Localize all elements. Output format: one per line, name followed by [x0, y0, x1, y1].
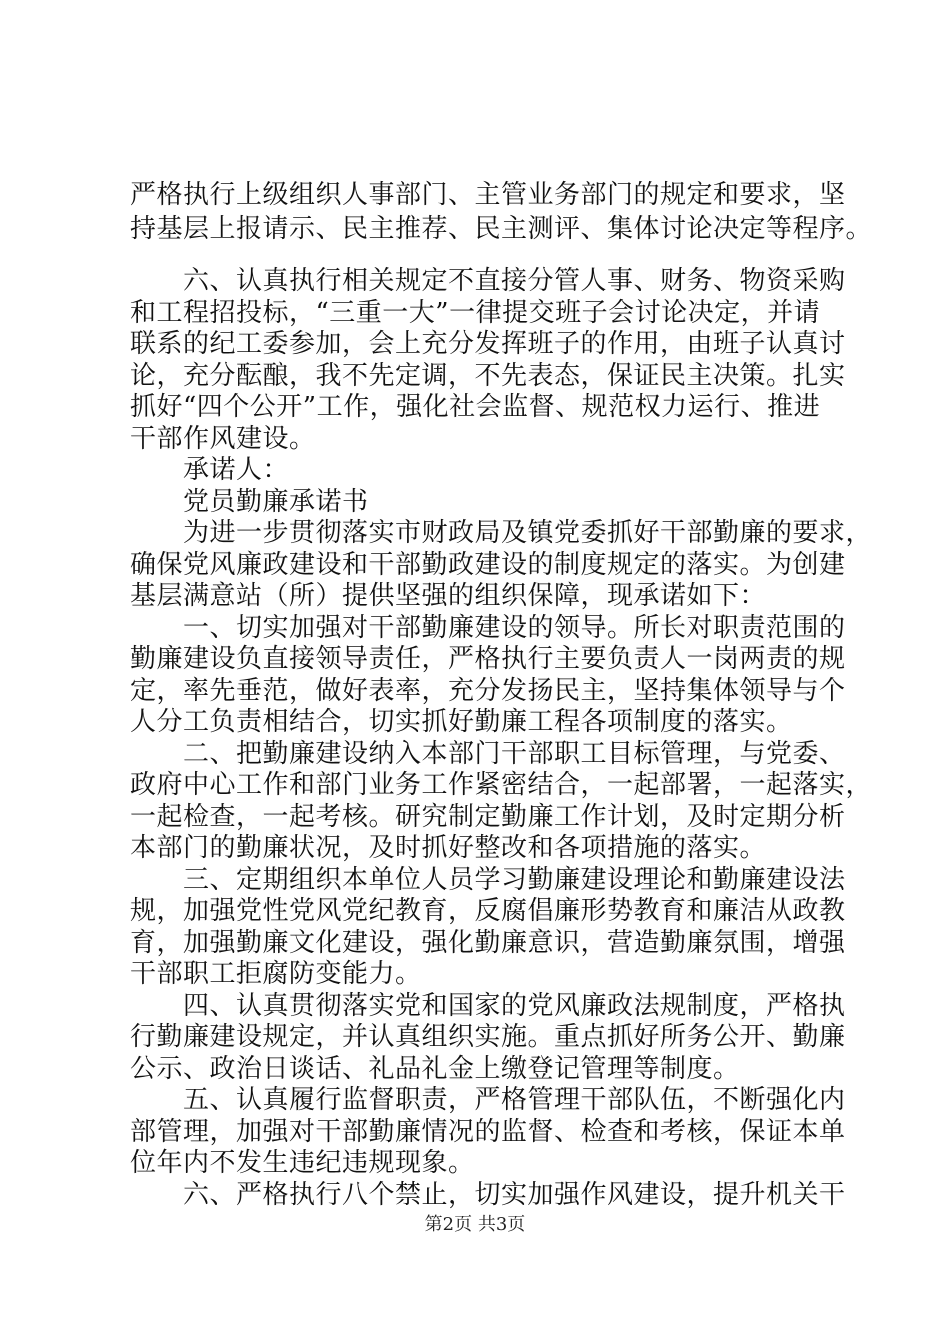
text-line: 基层满意站（所）提供坚强的组织保障，现承诺如下： — [130, 581, 767, 611]
text-line: 三、定期组织本单位人员学习勤廉建设理论和勤廉建设法 — [130, 864, 846, 895]
section-title: 党员勤廉承诺书 — [130, 486, 369, 517]
text-line: 确保党风廉政建设和干部勤政建设的制度规定的落实。为创建 — [130, 549, 846, 580]
text-line: 规，加强党性党风党纪教育，反腐倡廉形势教育和廉洁从政教 — [130, 896, 846, 926]
text-line: 定，率先垂范，做好表率，充分发扬民主，坚持集体领导与个 — [130, 675, 846, 706]
text-line: 本部门的勤廉状况，及时抓好整改和各项措施的落实。 — [130, 833, 767, 863]
text-line: 五、认真履行监督职责，严格管理干部队伍，不断强化内 — [130, 1085, 846, 1115]
text-line: 和工程招投标，“三重一大”一律提交班子会讨论决定，并请 — [130, 297, 821, 328]
signature-label: 承诺人： — [130, 455, 290, 485]
text-line: 部管理，加强对干部勤廉情况的监督、检查和考核，保证本单 — [130, 1116, 846, 1147]
text-line: 一、切实加强对干部勤廉建设的领导。所长对职责范围的 — [130, 612, 846, 643]
text-line: 二、把勤廉建设纳入本部门干部职工目标管理，与党委、 — [130, 738, 846, 769]
page-number: 第2页 共3页 — [424, 1214, 526, 1235]
text-line: 联系的纪工委参加，会上充分发挥班子的作用，由班子认真讨 — [130, 329, 846, 359]
text-line: 干部作风建设。 — [130, 423, 316, 454]
text-line: 持基层上报请示、民主推荐、民主测评、集体讨论决定等程序。 — [130, 214, 873, 244]
text-line: 四、认真贯彻落实党和国家的党风廉政法规制度，严格执 — [130, 990, 846, 1021]
text-line: 政府中心工作和部门业务工作紧密结合，一起部署，一起落实， — [130, 770, 873, 800]
text-line: 行勤廉建设规定，并认真组织实施。重点抓好所务公开、勤廉 — [130, 1022, 846, 1052]
text-line: 六、认真执行相关规定不直接分管人事、财务、物资采购 — [130, 266, 846, 296]
text-line: 勤廉建设负直接领导责任，严格执行主要负责人一岗两责的规 — [130, 644, 846, 674]
text-line: 干部职工拒腐防变能力。 — [130, 959, 422, 989]
text-line: 位年内不发生违纪违规现象。 — [130, 1148, 475, 1178]
text-line: 人分工负责相结合，切实抓好勤廉工程各项制度的落实。 — [130, 707, 793, 737]
text-line: 公示、政治日谈话、礼品礼金上缴登记管理等制度。 — [130, 1053, 740, 1084]
text-line: 一起检查，一起考核。研究制定勤廉工作计划，及时定期分析 — [130, 801, 846, 832]
text-line: 抓好“四个公开”工作，强化社会监督、规范权力运行、推进 — [130, 392, 821, 422]
text-line: 六、严格执行八个禁止，切实加强作风建设，提升机关干 — [130, 1179, 846, 1210]
text-line: 严格执行上级组织人事部门、主管业务部门的规定和要求，坚 — [130, 180, 846, 210]
text-line: 论，充分酝酿，我不先定调，不先表态，保证民主决策。扎实 — [130, 360, 846, 391]
text-line: 育，加强勤廉文化建设，强化勤廉意识，营造勤廉氛围，增强 — [130, 927, 846, 958]
text-line: 为进一步贯彻落实市财政局及镇党委抓好干部勤廉的要求， — [130, 518, 873, 548]
